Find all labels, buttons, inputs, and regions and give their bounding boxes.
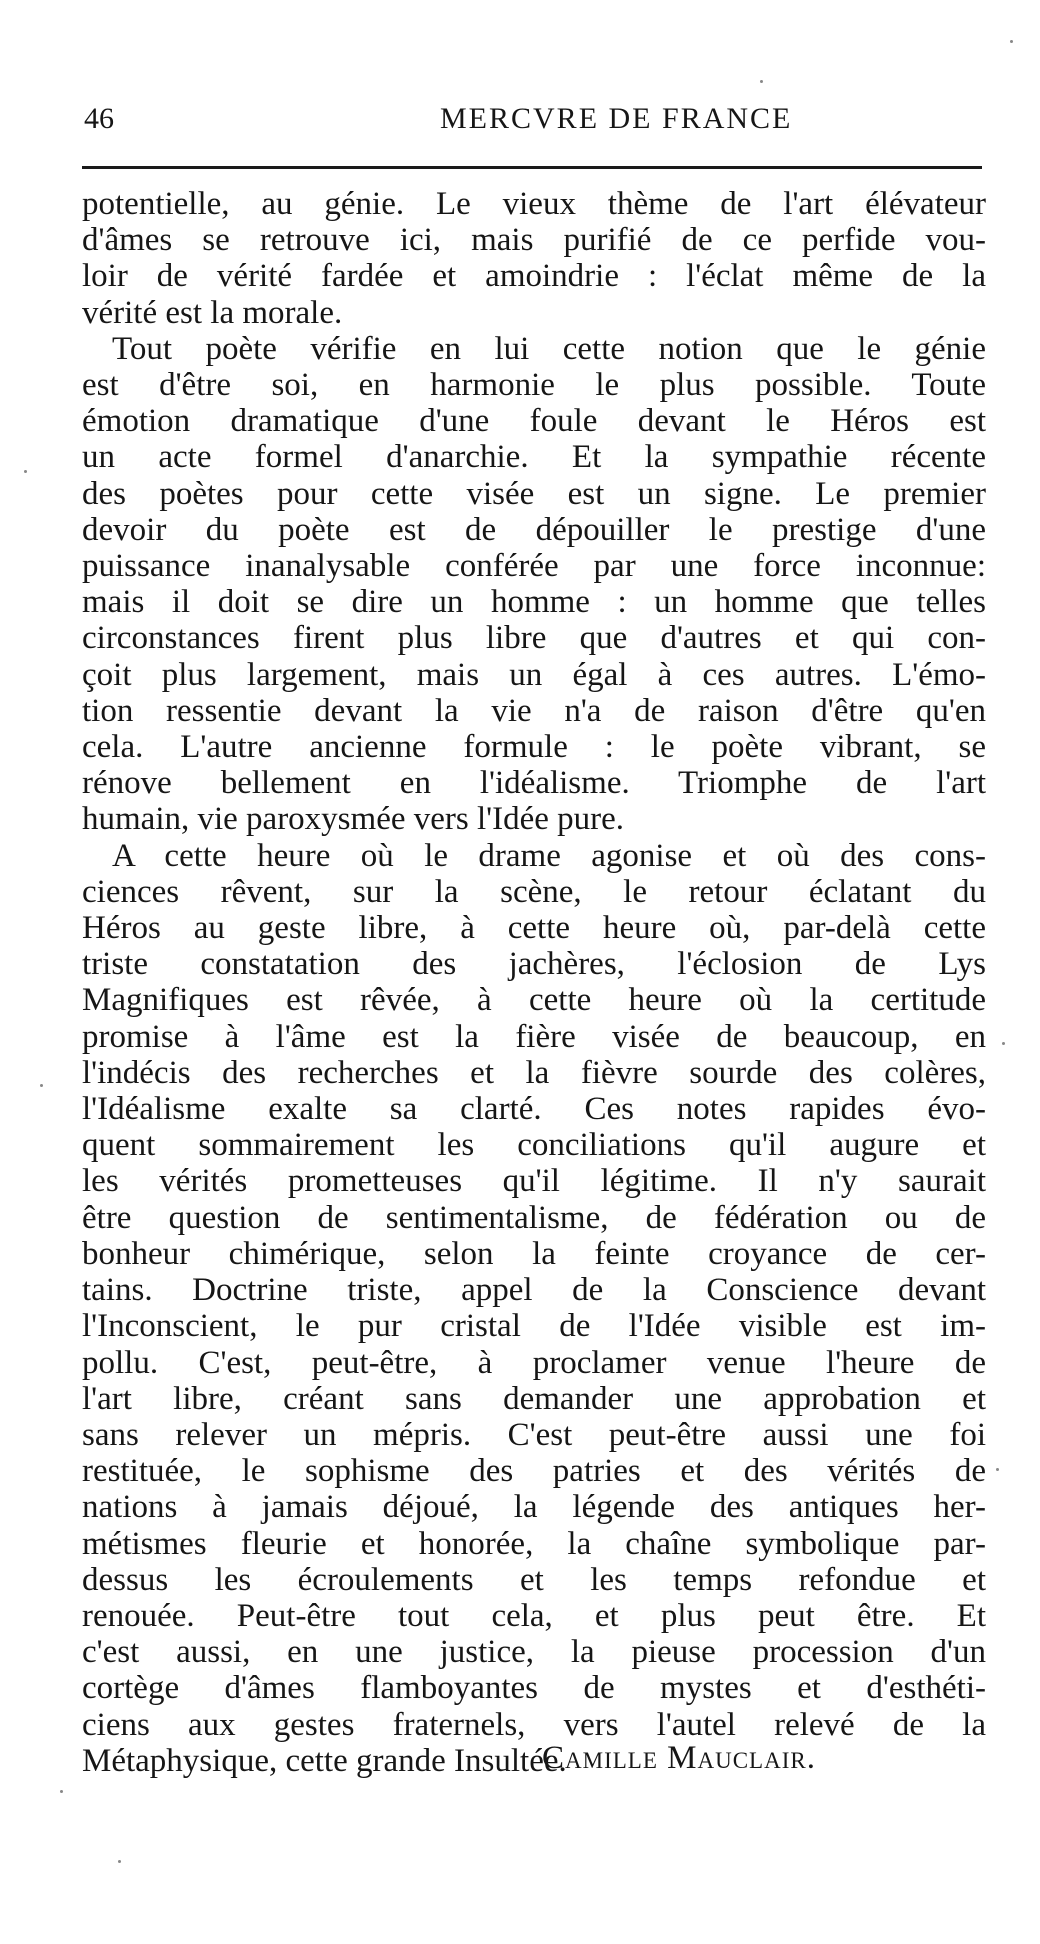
text-line: l'art libre, créant sans demander une approbation et <box>82 1380 986 1417</box>
text-line: bonheur chimérique, selon la feinte croyance de cer- <box>82 1235 986 1272</box>
header-rule <box>82 166 982 169</box>
text-line: sans relever un mépris. C'est peut-être aussi une foi <box>82 1416 986 1453</box>
text-line: rénove bellement en l'idéalisme. Triomphe de l'art <box>82 765 986 802</box>
text-line: être question de sentimentalisme, de fédération ou de <box>82 1199 986 1236</box>
text-line: l'Inconscient, le pur cristal de l'Idée visible est im- <box>82 1308 986 1345</box>
text-line: çoit plus largement, mais un égal à ces autres. L'émo- <box>82 656 986 693</box>
text-line: des poètes pour cette visée est un signe. Le premier <box>82 475 986 512</box>
text-line: tains. Doctrine triste, appel de la Conscience devant <box>82 1272 986 1309</box>
text-line: dessus les écroulements et les temps refondue et <box>82 1561 986 1598</box>
text-line: Héros au geste libre, à cette heure où, par-delà cette <box>82 910 986 947</box>
text-line: métismes fleurie et honorée, la chaîne symbolique par- <box>82 1525 986 1562</box>
text-line: renouée. Peut-être tout cela, et plus peut être. Et <box>82 1597 986 1634</box>
paragraph <box>82 838 986 1779</box>
text-line: est d'être soi, en harmonie le plus possible. Toute <box>82 367 986 404</box>
running-title: MERCVRE DE FRANCE <box>440 102 793 135</box>
text-line: restituée, le sophisme des patries et des vérités de <box>82 1453 986 1490</box>
text-line: l'Idéalisme exalte sa clarté. Ces notes rapides évo- <box>82 1091 986 1128</box>
paragraph <box>82 331 986 838</box>
text-line: d'âmes se retrouve ici, mais purifié de ce perfide vou- <box>82 222 986 259</box>
text-line: cela. L'autre ancienne formule : le poète vibrant, se <box>82 729 986 766</box>
text-line: humain, vie paroxysmée vers l'Idée pure. <box>82 801 625 838</box>
text-line: c'est aussi, en une justice, la pieuse procession d'un <box>82 1634 986 1671</box>
text-line: l'indécis des recherches et la fièvre sourde des colères, <box>82 1054 986 1091</box>
author-signature: Camille Mauclair. <box>542 1740 816 1776</box>
text-line: A cette heure où le drame agonise et où des cons- <box>112 837 986 874</box>
text-line: pollu. C'est, peut-être, à proclamer venue l'heure de <box>82 1344 986 1381</box>
text-line: un acte formel d'anarchie. Et la sympathie récente <box>82 439 986 476</box>
text-line: loir de vérité fardée et amoindrie : l'éclat même de la <box>82 258 986 295</box>
text-line: mais il doit se dire un homme : un homme que telles <box>82 584 986 621</box>
text-line: puissance inanalysable conférée par une force inconnue: <box>82 548 986 585</box>
text-line: vérité est la morale. <box>82 294 343 331</box>
text-line: Métaphysique, cette grande Insultée. <box>82 1742 567 1779</box>
paragraph <box>82 186 986 331</box>
text-line: potentielle, au génie. Le vieux thème de l'art élévateur <box>82 186 986 222</box>
text-line: émotion dramatique d'une foule devant le Héros est <box>82 403 986 440</box>
text-line: Magnifiques est rêvée, à cette heure où la certitude <box>82 982 986 1019</box>
text-line: circonstances firent plus libre que d'autres et qui con- <box>82 620 986 657</box>
text-line: tion ressentie devant la vie n'a de raison d'être qu'en <box>82 692 986 729</box>
text-line: Tout poète vérifie en lui cette notion que le génie <box>112 330 986 367</box>
body-text <box>82 186 986 1779</box>
text-line: triste constatation des jachères, l'éclosion de Lys <box>82 946 986 983</box>
text-line: nations à jamais déjoué, la légende des antiques her- <box>82 1489 986 1526</box>
text-line: devoir du poète est de dépouiller le prestige d'une <box>82 511 986 548</box>
page-header <box>84 96 984 140</box>
page-number: 46 <box>84 102 114 135</box>
text-line: ciens aux gestes fraternels, vers l'autel relevé de la <box>82 1706 986 1743</box>
text-line: les vérités prometteuses qu'il légitime. Il n'y saurait <box>82 1163 986 1200</box>
text-line: quent sommairement les conciliations qu'il augure et <box>82 1127 986 1164</box>
text-line: cortège d'âmes flamboyantes de mystes et d'esthéti- <box>82 1670 986 1707</box>
text-line: ciences rêvent, sur la scène, le retour éclatant du <box>82 873 986 910</box>
text-line: promise à l'âme est la fière visée de beaucoup, en <box>82 1018 986 1055</box>
